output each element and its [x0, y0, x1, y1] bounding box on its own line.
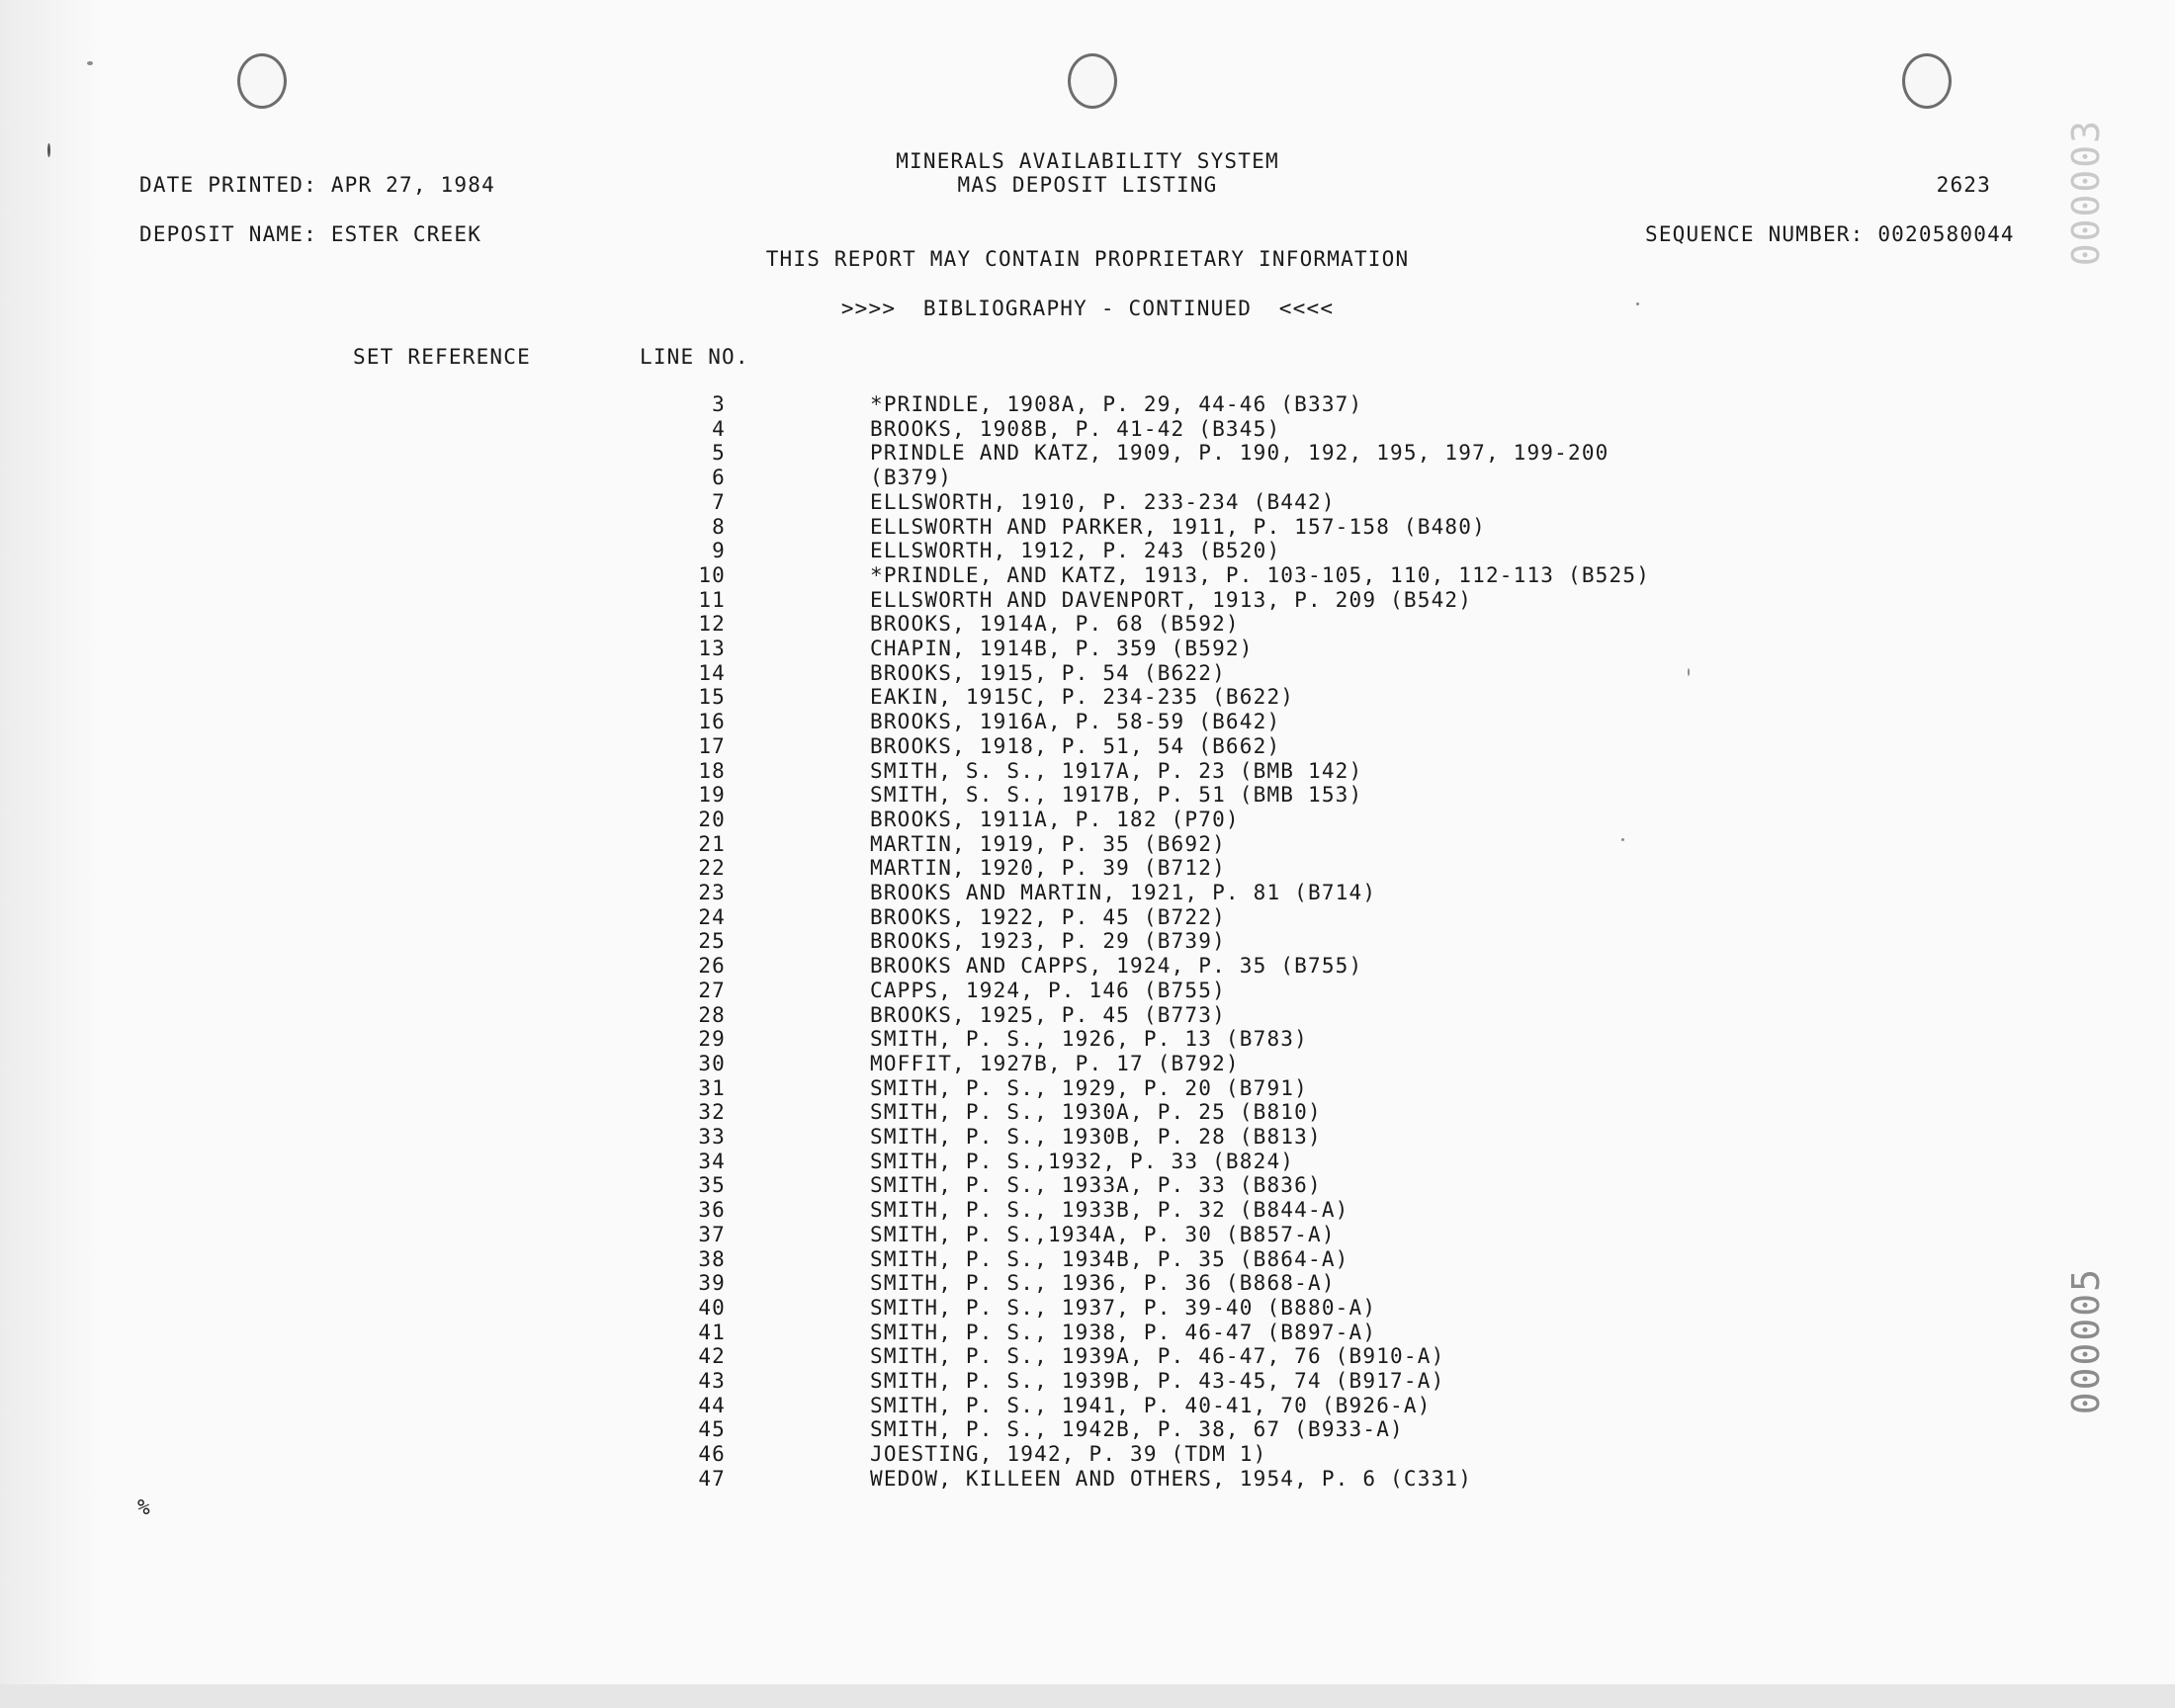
- line-number: 21: [698, 831, 726, 856]
- line-number: 40: [698, 1295, 726, 1320]
- table-row: [0, 710, 2175, 734]
- line-number: 12: [698, 612, 726, 637]
- table-row: [0, 1467, 2175, 1492]
- line-number: 25: [698, 929, 726, 954]
- reference-text: JOESTING, 1942, P. 39 (TDM 1): [870, 1442, 1267, 1467]
- table-row: [0, 1150, 2175, 1174]
- line-number: 39: [698, 1271, 726, 1296]
- table-row: [0, 539, 2175, 563]
- table-row: [0, 1394, 2175, 1418]
- table-row: [0, 734, 2175, 759]
- reference-text: SMITH, S. S., 1917A, P. 23 (BMB 142): [870, 758, 1363, 783]
- reference-text: BROOKS AND MARTIN, 1921, P. 81 (B714): [870, 881, 1377, 904]
- table-row: [0, 1369, 2175, 1394]
- table-row: [0, 392, 2175, 417]
- table-row: [0, 490, 2175, 515]
- deposit-name: [139, 222, 481, 246]
- deposit-name-label: DEPOSIT NAME:: [139, 222, 317, 246]
- line-number: 18: [698, 758, 726, 783]
- table-row: [0, 441, 2175, 466]
- reference-text: SMITH, P. S.,1934A, P. 30 (B857-A): [870, 1222, 1336, 1246]
- reference-text: BROOKS, 1925, P. 45 (B773): [870, 1002, 1226, 1027]
- reference-text: SMITH, S. S., 1917B, P. 51 (BMB 153): [870, 783, 1363, 808]
- line-number: 16: [698, 710, 726, 734]
- line-number: 7: [712, 489, 726, 514]
- table-row: [0, 515, 2175, 540]
- line-number: 6: [712, 466, 726, 490]
- reference-text: (B379): [870, 466, 953, 490]
- punch-hole-right: [1902, 53, 1952, 109]
- table-row: [0, 637, 2175, 661]
- table-row: [0, 832, 2175, 857]
- reference-text: SMITH, P. S., 1930A, P. 25 (B810): [870, 1100, 1322, 1125]
- reference-text: PRINDLE AND KATZ, 1909, P. 190, 192, 195, 197, 199-200: [870, 441, 1610, 466]
- sequence-label: SEQUENCE NUMBER:: [1645, 222, 1865, 246]
- line-number: 14: [698, 660, 726, 685]
- scan-speck: [87, 61, 93, 65]
- sequence-value: 0020580044: [1877, 222, 2015, 246]
- reference-text: BROOKS, 1918, P. 51, 54 (B662): [870, 733, 1281, 758]
- table-row: [0, 661, 2175, 686]
- scan-speck: [47, 143, 50, 157]
- line-number: 20: [698, 807, 726, 831]
- reference-text: SMITH, P. S., 1936, P. 36 (B868-A): [870, 1271, 1336, 1296]
- line-number: 19: [698, 783, 726, 808]
- reference-text: SMITH, P. S., 1934B, P. 35 (B864-A): [870, 1246, 1349, 1271]
- line-number: 44: [698, 1393, 726, 1417]
- line-number: 11: [698, 587, 726, 612]
- reference-text: EAKIN, 1915C, P. 234-235 (B622): [870, 685, 1295, 710]
- scan-speck: [1621, 838, 1624, 841]
- line-number: 33: [698, 1125, 726, 1149]
- line-number: 45: [698, 1417, 726, 1442]
- table-row: [0, 1076, 2175, 1101]
- reference-text: BROOKS, 1908B, P. 41-42 (B345): [870, 416, 1281, 441]
- line-number: 22: [698, 856, 726, 881]
- scan-speck: [1636, 302, 1639, 305]
- table-row: [0, 954, 2175, 979]
- punch-hole-center: [1068, 53, 1117, 109]
- line-number: 24: [698, 904, 726, 929]
- reference-text: BROOKS, 1911A, P. 182 (P70): [870, 807, 1240, 831]
- line-number: 10: [698, 562, 726, 587]
- reference-text: BROOKS, 1915, P. 54 (B622): [870, 660, 1226, 685]
- reference-text: BROOKS, 1914A, P. 68 (B592): [870, 612, 1240, 637]
- table-row: [0, 563, 2175, 588]
- table-row: [0, 759, 2175, 784]
- reference-text: SMITH, P. S., 1941, P. 40-41, 70 (B926-A): [870, 1393, 1432, 1417]
- section-title: >>>> BIBLIOGRAPHY - CONTINUED <<<<: [840, 297, 1335, 320]
- table-row: [0, 1003, 2175, 1028]
- line-number: 47: [698, 1466, 726, 1491]
- line-number: 42: [698, 1344, 726, 1369]
- reference-text: BROOKS, 1916A, P. 58-59 (B642): [870, 710, 1281, 734]
- table-row: [0, 1442, 2175, 1467]
- table-row: [0, 905, 2175, 930]
- reference-text: SMITH, P. S., 1939B, P. 43-45, 74 (B917-A): [870, 1369, 1445, 1393]
- table-row: [0, 1247, 2175, 1272]
- reference-text: CHAPIN, 1914B, P. 359 (B592): [870, 637, 1254, 660]
- table-row: [0, 417, 2175, 442]
- line-number: 36: [698, 1198, 726, 1223]
- table-row: [0, 1296, 2175, 1321]
- reference-text: CAPPS, 1924, P. 146 (B755): [870, 978, 1226, 1002]
- column-header-set-reference: SET REFERENCE: [353, 345, 531, 369]
- line-number: 15: [698, 685, 726, 710]
- reference-text: MARTIN, 1919, P. 35 (B692): [870, 831, 1226, 856]
- reference-text: BROOKS, 1922, P. 45 (B722): [870, 904, 1226, 929]
- table-row: [0, 588, 2175, 613]
- table-row: [0, 1173, 2175, 1198]
- line-number: 29: [698, 1027, 726, 1052]
- page-stamp: 000005: [2064, 1267, 2108, 1415]
- reference-text: MOFFIT, 1927B, P. 17 (B792): [870, 1051, 1240, 1075]
- reference-text: WEDOW, KILLEEN AND OTHERS, 1954, P. 6 (C331): [870, 1466, 1473, 1491]
- scan-speck: [1688, 668, 1690, 676]
- line-number: 34: [698, 1149, 726, 1173]
- table-row: [0, 1321, 2175, 1345]
- reference-text: SMITH, P. S., 1933A, P. 33 (B836): [870, 1173, 1322, 1198]
- reference-text: ELLSWORTH, 1912, P. 243 (B520): [870, 539, 1281, 563]
- reference-text: SMITH, P. S., 1942B, P. 38, 67 (B933-A): [870, 1417, 1404, 1442]
- punch-hole-left: [237, 53, 287, 109]
- line-number: 46: [698, 1442, 726, 1467]
- system-title: MINERALS AVAILABILITY SYSTEM: [896, 149, 1279, 173]
- listing-title: MAS DEPOSIT LISTING: [957, 173, 1218, 197]
- reference-text: SMITH, P. S., 1933B, P. 32 (B844-A): [870, 1198, 1349, 1223]
- column-header-line-no: LINE NO.: [640, 345, 749, 369]
- reference-text: SMITH, P. S., 1926, P. 13 (B783): [870, 1027, 1308, 1052]
- line-number: 4: [712, 416, 726, 441]
- line-number: 23: [698, 881, 726, 904]
- line-number: 41: [698, 1320, 726, 1344]
- page-code: 2623: [1936, 173, 1991, 197]
- line-number: 28: [698, 1002, 726, 1027]
- line-number: 3: [712, 392, 726, 416]
- table-row: [0, 1344, 2175, 1369]
- line-number: 26: [698, 954, 726, 979]
- line-number: 32: [698, 1100, 726, 1125]
- reference-text: *PRINDLE, AND KATZ, 1913, P. 103-105, 110, 112-113 (B525): [870, 562, 1651, 587]
- line-number: 30: [698, 1051, 726, 1075]
- reference-text: SMITH, P. S., 1939A, P. 46-47, 76 (B910-A): [870, 1344, 1445, 1369]
- table-row: [0, 685, 2175, 710]
- date-printed-label: DATE PRINTED:: [139, 173, 317, 197]
- line-number: 43: [698, 1369, 726, 1393]
- line-number: 35: [698, 1173, 726, 1198]
- line-number: 13: [698, 637, 726, 660]
- sequence-number: [1645, 222, 2015, 246]
- line-number: 8: [712, 514, 726, 539]
- table-row: [0, 612, 2175, 637]
- reference-text: *PRINDLE, 1908A, P. 29, 44-46 (B337): [870, 392, 1363, 416]
- table-row: [0, 1052, 2175, 1076]
- line-number: 31: [698, 1075, 726, 1100]
- table-row: [0, 783, 2175, 808]
- reference-text: BROOKS, 1923, P. 29 (B739): [870, 929, 1226, 954]
- table-row: [0, 1100, 2175, 1125]
- line-number: 17: [698, 733, 726, 758]
- line-number: 27: [698, 978, 726, 1002]
- reference-text: ELLSWORTH AND DAVENPORT, 1913, P. 209 (B542): [870, 587, 1473, 612]
- reference-text: ELLSWORTH AND PARKER, 1911, P. 157-158 (B480): [870, 514, 1486, 539]
- table-row: [0, 808, 2175, 832]
- reference-text: SMITH, P. S., 1937, P. 39-40 (B880-A): [870, 1295, 1377, 1320]
- faint-page-stamp: 000003: [2064, 119, 2108, 267]
- table-row: [0, 979, 2175, 1003]
- table-row: [0, 856, 2175, 881]
- deposit-name-value: ESTER CREEK: [330, 222, 482, 246]
- reference-text: BROOKS AND CAPPS, 1924, P. 35 (B755): [870, 954, 1363, 979]
- table-row: [0, 1125, 2175, 1150]
- reference-text: SMITH, P. S.,1932, P. 33 (B824): [870, 1149, 1295, 1173]
- table-row: [0, 1027, 2175, 1052]
- reference-text: ELLSWORTH, 1910, P. 233-234 (B442): [870, 489, 1336, 514]
- table-row: [0, 881, 2175, 905]
- table-row: [0, 1271, 2175, 1296]
- line-number: 38: [698, 1246, 726, 1271]
- line-number: 37: [698, 1222, 726, 1246]
- table-row: [0, 1198, 2175, 1223]
- reference-text: MARTIN, 1920, P. 39 (B712): [870, 856, 1226, 881]
- proprietary-notice: THIS REPORT MAY CONTAIN PROPRIETARY INFORMATION: [765, 247, 1410, 271]
- reference-text: SMITH, P. S., 1938, P. 46-47 (B897-A): [870, 1320, 1377, 1344]
- reference-text: SMITH, P. S., 1930B, P. 28 (B813): [870, 1125, 1322, 1149]
- footer-mark: %: [137, 1495, 151, 1519]
- table-row: [0, 1223, 2175, 1247]
- table-row: [0, 929, 2175, 954]
- line-number: 9: [712, 539, 726, 563]
- reference-text: SMITH, P. S., 1929, P. 20 (B791): [870, 1075, 1308, 1100]
- table-row: [0, 1417, 2175, 1442]
- line-number: 5: [712, 441, 726, 466]
- date-printed-value: APR 27, 1984: [330, 173, 495, 197]
- date-printed: [139, 173, 495, 197]
- table-row: [0, 466, 2175, 490]
